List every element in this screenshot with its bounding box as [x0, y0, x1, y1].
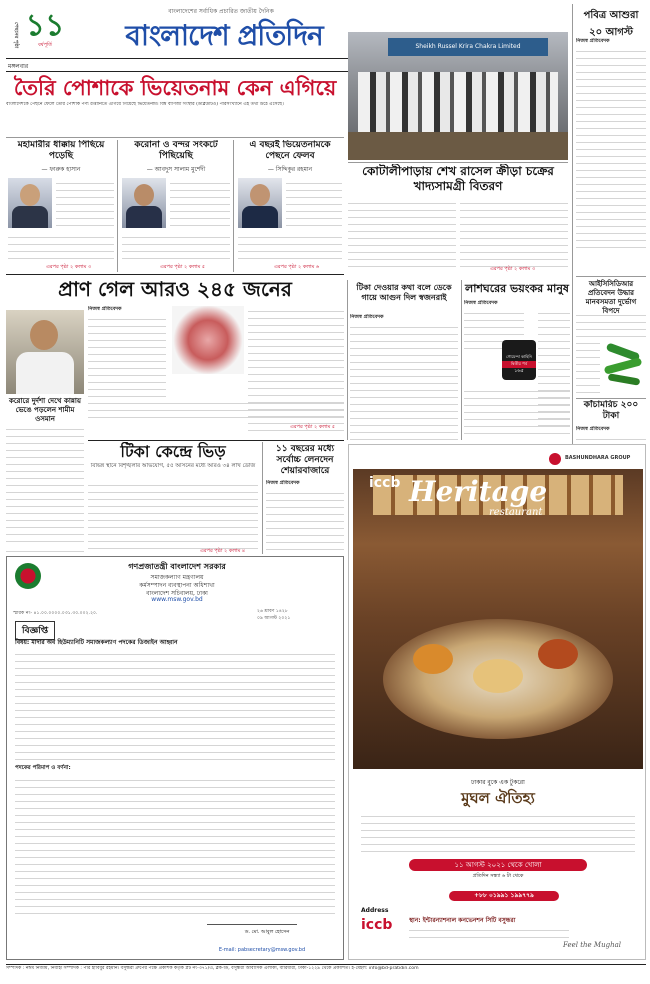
notice-rules-heading: পদকের পরিমাপ ও বর্ণনা:: [15, 765, 71, 771]
lead-column-title: এ বছরই ভিয়েতনামকে পেছনে ফেলব: [249, 140, 331, 161]
lead-column-more[interactable]: এরপর পৃষ্ঠা ২ কলাম ৫: [160, 264, 206, 270]
badge-sub: দ্বিতীয় পর্ব: [502, 361, 536, 368]
lead-headline: তৈরি পোশাকে ভিয়েতনাম কেন এগিয়ে: [13, 75, 337, 100]
lead-column-author: — ফারুক হাসান: [41, 166, 81, 173]
badge-num: ১৬৫: [514, 368, 524, 374]
event-banner: Sheikh Russel Krira Chakra Limited: [388, 38, 548, 56]
ad-footer: Feel the Mughal: [563, 941, 621, 949]
phone-number[interactable]: +৮৮ ০১৯৯১ ১৯৯৭৭৯: [449, 891, 559, 901]
share-headline: ১১ বছরের মধ্যে সর্বোচ্চ লেনদেন শেয়ারবাজারে: [275, 444, 335, 476]
heritage-ad: [348, 444, 646, 960]
right-story-tag: নিজস্ব প্রতিবেদক: [576, 38, 610, 44]
mp-photo: [6, 310, 84, 394]
signer-name: ড. মো. আবুল হোসেন: [244, 929, 290, 935]
masthead-tagline: বাংলাদেশের সর্বাধিক প্রচারিত জাতীয় দৈনিক: [168, 8, 274, 15]
share-tag: নিজস্ব প্রতিবেদক: [266, 480, 300, 486]
govt-notice: [6, 556, 344, 960]
iccb-logo: iccb: [361, 917, 393, 933]
portrait-photo: [238, 178, 282, 228]
covid-headline: প্রাণ গেল আরও ২৪৫ জনের: [58, 277, 292, 301]
masthead-logo: বাংলাদেশ প্রতিদিন: [125, 19, 323, 52]
govt-url[interactable]: www.msw.gov.bd: [151, 596, 203, 603]
anniversary-number: ১১: [25, 8, 65, 43]
address-label: Address: [361, 907, 389, 914]
group-logo: [549, 451, 641, 467]
lead-column-more[interactable]: এরপর পৃষ্ঠা ২ কলাম ৬: [274, 264, 320, 270]
heritage-subtitle: restaurant: [489, 507, 543, 518]
lead-column-author: — আবদুস সালাম মুর্শেদী: [146, 166, 206, 173]
tika-headline: টিকা কেন্দ্রে ভিড়: [120, 442, 226, 461]
group-name: BASHUNDHARA GROUP: [565, 455, 631, 461]
govt-office: বাংলাদেশ সচিবালয়, ঢাকা: [146, 590, 208, 597]
ad-tagline: ঢাকার বুকে এক টুকরো: [471, 779, 525, 786]
day-label: মঙ্গলবার: [8, 63, 29, 70]
opening-time: প্রতিদিন সন্ধ্যা ৬ টা থেকে: [472, 873, 524, 879]
covid-more[interactable]: এরপর পৃষ্ঠা ২ কলাম ৫: [290, 424, 336, 430]
lead-column-2: [120, 140, 232, 272]
anniversary-logo: [22, 10, 68, 48]
ashura-date: ২০ আগস্ট: [589, 27, 633, 38]
govt-dept: কর্মসম্পাদন ব্যবস্থাপনা অধিশাখা: [139, 582, 215, 589]
govt-emblem: [15, 563, 41, 589]
govt-date-bn: ২৬ শ্রাবণ ১৪২৮: [257, 609, 288, 614]
lash-headline: লাশঘরের ভয়ংকর মানুষ: [465, 282, 569, 295]
iccb-brand: iccb: [369, 475, 401, 491]
virus-illustration: [172, 306, 244, 374]
kotha-tag: নিজস্ব প্রতিবেদক: [350, 314, 384, 320]
lead-column-title: মহামারীর ধাক্কায় পিছিয়ে পড়েছি: [17, 140, 105, 161]
lead-column-title: করোনা ও বন্দর সংকটে পিছিয়েছি: [134, 140, 218, 161]
portrait-photo: [8, 178, 52, 228]
covid-tag: নিজস্ব প্রতিবেদক: [88, 306, 122, 312]
photo-story-more[interactable]: এরপর পৃষ্ঠা ২ কলাম ৩: [490, 266, 536, 272]
govt-ministry: সমাজকল্যাণ মন্ত্রণালয়: [150, 574, 204, 581]
portrait-photo: [122, 178, 166, 228]
heritage-title: Heritage: [409, 475, 548, 508]
lead-intro: বাংলাদেশকে পেছনে ফেলে তৈরি পোশাক পণ্য রপ্তানিতে এগিয়ে গিয়েছে ভিয়েতনাম। বিশ্ব বাণিজ্য সংস্থার (ডব্লিউটিও) পরিসংখ্যানে এই তথ্য উঠে এসেছে।: [6, 102, 284, 107]
signer-email[interactable]: E-mail: pabsecretary@msw.gov.bd: [218, 947, 306, 953]
opening-date-strip: ১১ আগস্ট ২০২১ থেকে খোলা: [409, 859, 587, 871]
lead-column-1: [6, 140, 116, 272]
govt-date-en: ০৯ আগস্ট ২০২১: [257, 616, 291, 621]
right-story-2-headline: আইসিসিডিআর প্রতিবেদন উদ্ধার মানবসমতা দুর্ভোগ বিপদে: [585, 279, 637, 315]
lead-column-author: — সিদ্দিকুর রহমান: [267, 166, 313, 173]
tika-subheadline: বিভিন্ন স্থানে বিশৃঙ্খলার অভিযোগ, ৫৫ আসনের মধ্যে আরও ৩৪ লাখ ডোজ: [90, 463, 256, 469]
notice-title: বিজ্ঞপ্তি: [15, 621, 55, 640]
govt-ref: স্মারক নং- ৪১.০০.০০০০.০৩১.৩০.০০২.২০.: [13, 611, 98, 616]
covid-photo-caption: করোরে দুর্দশা দেখে কান্নায় ভেঙে পড়লেন শামীম ওসমান: [8, 396, 82, 423]
detective-badge: [502, 340, 536, 380]
notice-subject: বিষয়: মাদার অব হিউম্যানিটি সমাজকল্যাণ পদকের ডিজাইন আহ্বান: [15, 639, 178, 646]
tika-more[interactable]: এরপর পৃষ্ঠা ২ কলাম ৪: [200, 548, 246, 554]
badge-title: গোয়েন্দা কাহিনি: [506, 354, 532, 359]
imprint-footer: সম্পাদক : নঈম নিজাম, নির্বাহী সম্পাদক : পীর হাবিবুর রহমান। বসুন্ধরা গ্রুপের পক্ষে প্রকাশক কর্তৃক প্লট নং-৩৭১/এ, ব্লক-ডি, বসুন্ধরা আবাসিক এলাকা, বারিধারা, ঢাকা-১২২৯ থেকে প্রকাশিত। ই-মেইল: info@bd-pratidin.com: [6, 966, 419, 971]
ashura-title: পবিত্র আশুরা: [583, 10, 639, 21]
lead-column-more[interactable]: এরপর পৃষ্ঠা ২ কলাম ৩: [46, 264, 92, 270]
venue-address: স্থান: ইন্টারন্যাশনাল কনভেনশন সিটি বসুন্ধরা: [409, 917, 516, 924]
lead-column-3: [236, 140, 344, 272]
photo-story-headline: কোটালীপাড়ায় শেখ রাসেল ক্রীড়া চক্রের খাদ্যসামগ্রী বিতরণ: [362, 164, 554, 193]
chili-headline: কাঁচামরিচ ২০০ টাকা: [583, 400, 639, 421]
govt-name: গণপ্রজাতন্ত্রী বাংলাদেশ সরকার: [128, 561, 226, 571]
chili-photo: [600, 340, 646, 395]
chili-tag: নিজস্ব প্রতিবেদক: [576, 426, 610, 432]
signature: [207, 915, 297, 925]
ad-script: মুঘল ঐতিহ্য: [461, 789, 535, 807]
page-tag: পেছনের পৃষ্ঠা: [13, 22, 19, 49]
event-photo: [348, 32, 568, 160]
kotha-headline: টিকা দেওয়ার কথা বলে ডেকে গায়ে আগুন দিল স্বজনরাই: [356, 282, 452, 302]
lash-tag: নিজস্ব প্রতিবেদক: [464, 300, 498, 306]
anniversary-sub: বর্ষপূর্তি: [37, 42, 53, 48]
ashura-box: [576, 8, 646, 38]
